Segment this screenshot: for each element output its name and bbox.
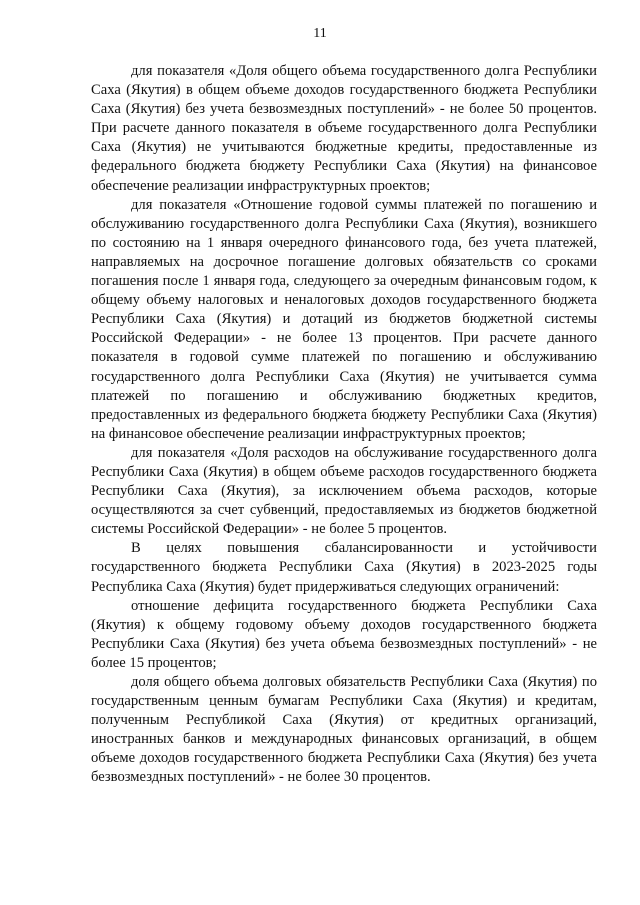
page-number: 11 — [313, 26, 327, 41]
paragraph-debt-to-revenue: для показателя «Доля общего объема государственного долга Республики Саха (Якутия) в общем объеме доходов государственного бюджета Республики Саха (Якутия) без учета безвозмездных поступлений» - не более 50 процентов. При расчете данного показателя в объеме государственного долга Республики Саха (Якутия) не учитываются бюджетные кредиты, предоставленные из федерального бюджета бюджету Республики Саха (Якутия) на финансовое обеспечение реализации инфраструктурных проектов; — [91, 63, 597, 194]
paragraph-deficit-ratio: отношение дефицита государственного бюджета Республики Саха (Якутия) к общему годовому объему доходов государственного бюджета Республики Саха (Якутия) без учета объема безвозмездных поступлений» - не более 15 процентов; — [91, 597, 597, 671]
document-body — [91, 62, 597, 788]
paragraph-balance-measures: В целях повышения сбалансированности и устойчивости государственного бюджета Республики Саха (Якутия) в 2023-2025 годы Республика Саха (Якутия) будет придерживаться следующих ограничений: — [91, 540, 597, 595]
paragraph-securities-credits-share: доля общего объема долговых обязательств Республики Саха (Якутия) по государственным ценным бумагам Республики Саха (Якутия) и кредитам, полученным Республикой Саха (Якутия) от кредитных организаций, иностранных банков и международных финансовых организаций, в общем объеме доходов государственного бюджета Республики Саха (Якутия) без учета безвозмездных поступлений» - не более 30 процентов. — [91, 674, 597, 786]
paragraph-debt-service-expenses: для показателя «Доля расходов на обслуживание государственного долга Республики Саха (Якутия) в общем объеме расходов государственного бюджета Республики Саха (Якутия), за исключением объема расходов, которые осуществляются за счет субвенций, предоставляемых из бюджетов бюджетной системы Российской Федерации» - не более 5 процентов. — [91, 444, 597, 538]
paragraph-debt-service-payments: для показателя «Отношение годовой суммы платежей по погашению и обслуживанию государственного долга Республики Саха (Якутия), возникшего по состоянию на 1 января очередного финансового года, без учета платежей, направляемых на досрочное погашение долговых обязательств со сроками погашения после 1 января года, следующего за очередным финансовым годом, к общему объему налоговых и неналоговых доходов государственного бюджета Республики Саха (Якутия) и дотаций из бюджетов бюджетной системы Российской Федерации» - не более 13 процентов. При расчете данного показателя в годовой сумме платежей по погашению и обслуживанию государственного долга Республики Саха (Якутия) не учитывается сумма платежей по погашению и обслуживанию бюджетных кредитов, предоставленных из федерального бюджета бюджету Республики Саха (Якутия) на финансовое обеспечение реализации инфраструктурных проектов; — [91, 196, 597, 442]
